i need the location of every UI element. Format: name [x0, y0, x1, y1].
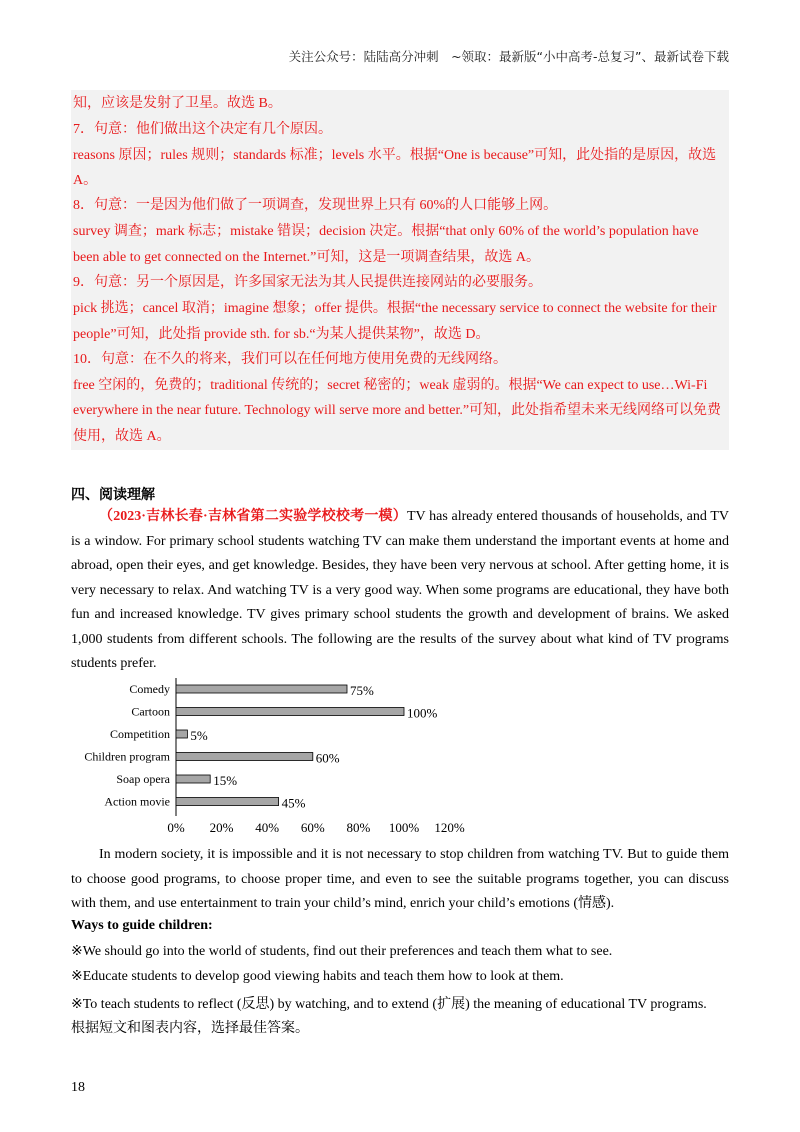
answer-line: pick 挑选；cancel 取消；imagine 想象；offer 提供。根据“the necessary service to connect the website for their — [73, 301, 717, 316]
chart-value-label: 15% — [213, 773, 238, 788]
chart-category-label: Competition — [110, 727, 170, 741]
chart-bar — [176, 798, 279, 806]
passage-intro-text: TV has already entered thousands of households, and TV is a window. For primary school students watching TV can make them understand the important events at home and abroad, open their eyes, and get knowledge. Besides, they have been very nervous at school. After getting home, it is very necessary to relax. And watching TV is a very good way. When some programs are educational, they have both fun and increased knowledge. TV gives primary school students the growth and development of brains. We asked 1,000 students from different schools. The following are the results of the survey about what kind of TV programs students prefer. — [71, 509, 729, 671]
chart-x-tick-label: 20% — [209, 820, 234, 835]
chart-bar — [176, 730, 187, 738]
section-title: 四、阅读理解 — [71, 487, 155, 503]
answer-line: survey 调查；mark 标志；mistake 错误；decision 决定。根据“that only 60% of the world’s population have — [73, 224, 699, 239]
passage-modern: In modern society, it is impossible and it is not necessary to stop children from watching TV. But to guide them to choose good programs, to choose proper time, and even to see the suitable programs together, you can discuss with them, and use entertainment to train your child’s mind, enrich your child’s emotions (情感). — [71, 847, 729, 911]
chart-category-label: Action movie — [104, 794, 170, 809]
answer-line: people”可知，此处指 provide sth. for sb.“为某人提供某物”，故选 D。 — [73, 327, 490, 342]
chart-x-tick-label: 60% — [300, 820, 325, 835]
chart-category-label: Cartoon — [131, 704, 170, 719]
answer-line: 使用，故选 A。 — [73, 429, 171, 444]
chart-x-tick-label: 120% — [434, 820, 465, 835]
chart-category-label: Children program — [84, 749, 170, 764]
instruction: 根据短文和图表内容，选择最佳答案。 — [71, 1021, 309, 1036]
chart-value-label: 75% — [350, 683, 374, 698]
answer-line: 知，应该是发射了卫星。故选 B。 — [73, 96, 282, 111]
chart-value-label: 100% — [407, 705, 438, 721]
chart-bar — [176, 685, 347, 693]
answer-line: A。 — [73, 173, 98, 188]
chart-x-tick-label: 80% — [346, 820, 371, 835]
chart-value-label: 60% — [315, 750, 340, 766]
chart-x-tick-label: 40% — [255, 820, 280, 835]
chart-bar — [176, 753, 313, 761]
answer-explanation-box — [71, 90, 729, 450]
passage-source: （2023·吉林长春·吉林省第二实验学校校考一模） — [99, 509, 407, 524]
page-number: 18 — [71, 1080, 85, 1095]
survey-bar-chart — [70, 676, 490, 838]
page-header: 关注公众号：陆陆高分冲刺 ~领取：最新版“小中高考-总复习”、最新试卷下载 — [288, 49, 729, 64]
answer-line: 8．句意：一是因为他们做了一项调查，发现世界上只有 60%的人口能够上网。 — [73, 198, 558, 213]
chart-x-tick-label: 100% — [388, 820, 420, 835]
ways-title: Ways to guide children: — [71, 918, 213, 933]
chart-value-label: 45% — [281, 795, 306, 811]
answer-line: 10．句意：在不久的将来，我们可以在任何地方使用免费的无线网络。 — [73, 352, 507, 367]
chart-category-label: Comedy — [129, 682, 170, 696]
passage-intro — [71, 505, 729, 677]
answer-line: 7．句意：他们做出这个决定有几个原因。 — [73, 122, 332, 137]
answer-line: reasons 原因；rules 规则；standards 标准；levels 水平。根据“One is because”可知，此处指的是原因，故选 — [73, 148, 717, 163]
chart-category-label: Soap opera — [116, 772, 170, 786]
answer-line: been able to get connected on the Internet.”可知，这是一项调查结果，故选 A。 — [73, 250, 540, 265]
chart-value-label: 5% — [190, 728, 208, 743]
ways-item: ※Educate students to develop good viewing habits and teach them how to look at them. — [71, 969, 564, 984]
chart-bar — [176, 775, 210, 783]
answer-line: everywhere in the near future. Technology will serve more and better.”可知，此处指希望未来无线网络可以免费 — [73, 403, 722, 418]
chart-bar — [176, 708, 404, 716]
ways-item: ※To teach students to reflect (反思) by watching, and to extend (扩展) the meaning of educational TV programs. — [71, 997, 707, 1012]
chart-x-tick-label: 0% — [167, 820, 185, 835]
answer-line: free 空闲的，免费的；traditional 传统的；secret 秘密的；weak 虚弱的。根据“We can expect to use…Wi-Fi — [73, 378, 708, 393]
ways-item: ※We should go into the world of students, find out their preferences and teach them what to see. — [71, 944, 613, 959]
answer-line: 9．句意：另一个原因是，许多国家无法为其人民提供连接网站的必要服务。 — [73, 275, 542, 290]
